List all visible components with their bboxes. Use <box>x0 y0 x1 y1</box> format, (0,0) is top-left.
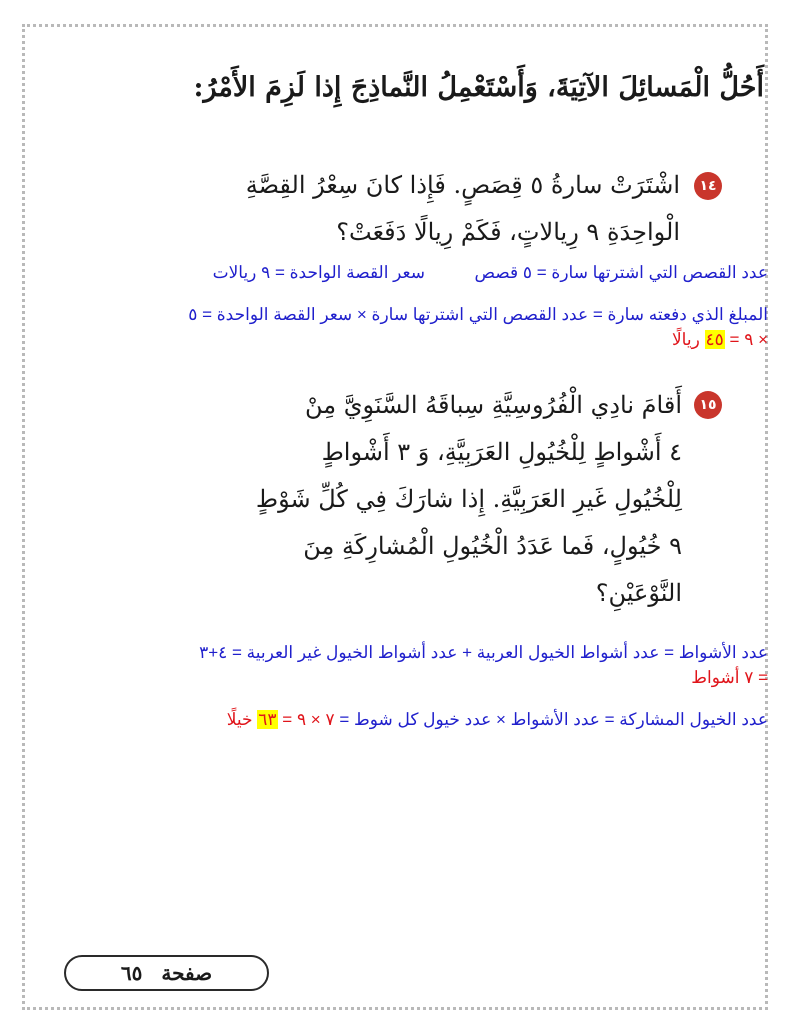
problem-15-text <box>122 382 682 617</box>
page-number-box <box>64 955 269 991</box>
instruction-heading: أَحُلُّ الْمَسائِلَ الآتِيَةَ، وَأَسْتَعْمِلُ النَّماذِجَ إِذا لَزِمَ الأَمْرُ: <box>193 72 764 103</box>
problem-14-number-badge: ١٤ <box>694 172 722 200</box>
problem-15-answer-step2 <box>28 709 768 731</box>
problem-15-line-3: لِلْخُيُولِ غَيرِ العَرَبِيَّةِ. إِذا شارَكَ فِي كُلِّ شَوْطٍ <box>255 485 682 513</box>
problem-14-text <box>120 162 680 256</box>
formula-text: المبلغ الذي دفعته سارة = عدد القصص التي اشترتها سارة × سعر القصة الواحدة = ٥ <box>188 305 768 324</box>
step1-text: عدد الأشواط = عدد أشواط الخيول العربية + عدد أشواط الخيول غير العربية = <box>232 643 768 662</box>
page-number: ٦٥ <box>120 961 143 985</box>
given-story-price: سعر القصة الواحدة = ٩ ريالات <box>212 263 426 282</box>
result-value-highlight: ٤٥ <box>705 330 724 349</box>
problem-15-line-2: ٤ أَشْواطٍ لِلْخُيُولِ العَرَبِيَّةِ، وَ ٣ أَشْواطٍ <box>321 438 682 466</box>
problem-14-answer-formula <box>28 304 768 326</box>
problem-15-line-4: ٩ خُيُولٍ، فَما عَدَدُ الْخُيُولِ الْمُشارِكَةِ مِنَ <box>303 532 682 560</box>
problem-15-answer-step1-result <box>28 667 768 689</box>
page-label: صفحة <box>161 961 213 985</box>
step2-value-highlight: ٦٣ <box>258 710 277 729</box>
problem-15-number-badge: ١٥ <box>694 391 722 419</box>
problem-14-answer-given <box>28 262 768 284</box>
result-unit: ريالًا <box>671 330 700 349</box>
given-story-count: عدد القصص التي اشترتها سارة = ٥ قصص <box>474 263 768 282</box>
result-prefix: × ٩ = <box>729 330 768 349</box>
step2-unit: خيلًا <box>226 710 253 729</box>
step1-value: ٤+٣ <box>199 643 228 662</box>
problem-15-answer-step1 <box>28 642 768 664</box>
problem-14-answer-result <box>28 329 768 351</box>
step2-calc: ٧ × ٩ = <box>282 710 335 729</box>
problem-15-line-5: النَّوْعَيْنِ؟ <box>595 579 682 607</box>
step1-result: = ٧ أشواط <box>691 668 768 687</box>
problem-14-line-2: الْواحِدَةِ ٩ رِيالاتٍ، فَكَمْ رِيالًا دَفَعَتْ؟ <box>336 218 680 246</box>
problem-14-line-1: اشْتَرَتْ سارةُ ٥ قِصَصٍ. فَإِذا كانَ سِعْرُ القِصَّةِ <box>245 171 680 199</box>
step2-text: عدد الخيول المشاركة = عدد الأشواط × عدد خيول كل شوط = <box>339 710 768 729</box>
problem-15-line-1: أَقامَ نادِي الْفُرُوسِيَّةِ سِباقَهُ السَّنَوِيَّ مِنْ <box>304 391 682 419</box>
